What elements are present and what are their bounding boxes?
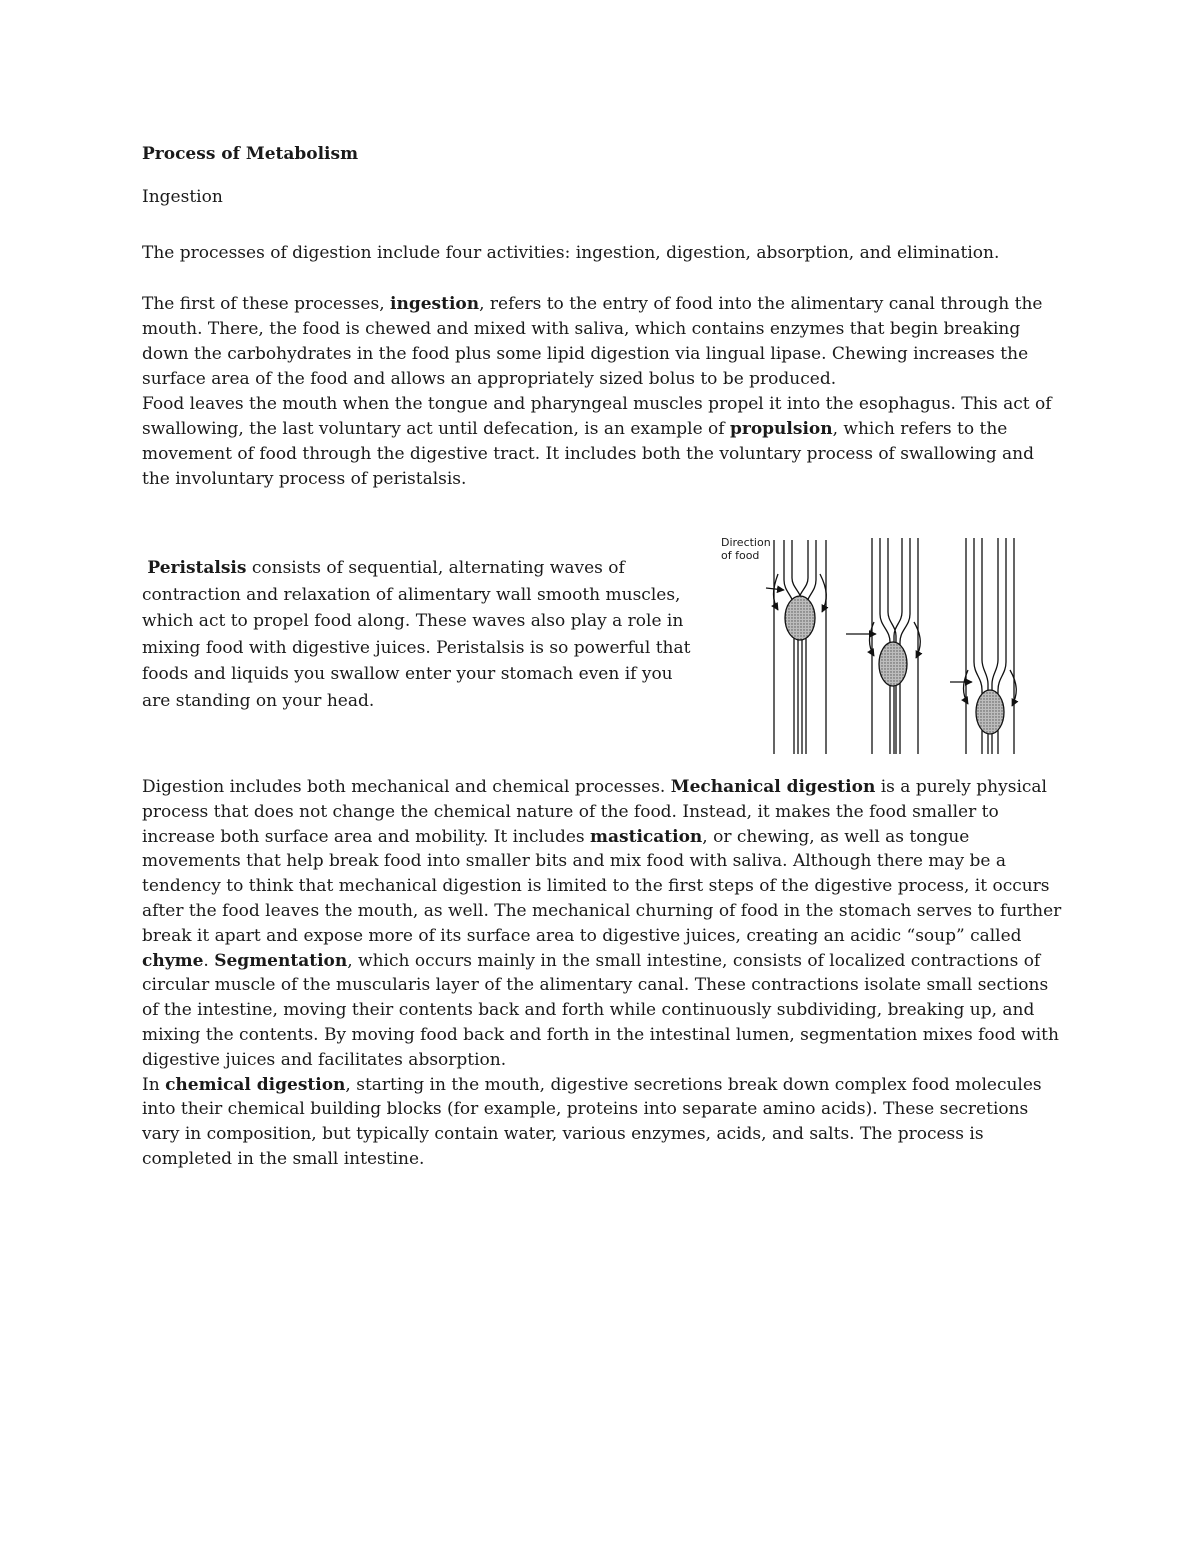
term-peristalsis: Peristalsis	[147, 558, 247, 578]
peristalsis-paragraph: Peristalsis consists of sequential, alternating waves of contraction and relaxation of alimentary wall smooth muscles, which act to propel food along. These waves also play a role in mixing food with digestive juices. Peristalsis is so powerful that foods and liquids you swallow enter your stomach even if you are standing on your head.	[142, 558, 691, 711]
figure-label-of-food: of food	[721, 549, 760, 562]
peristalsis-figure	[716, 530, 1036, 758]
term-mastication: mastication	[590, 826, 703, 847]
food-bolus-icon	[976, 690, 1004, 734]
term-mechanical-digestion: Mechanical digestion	[670, 777, 876, 797]
section-heading: Ingestion	[142, 187, 223, 207]
term-propulsion: propulsion	[729, 419, 833, 439]
term-ingestion: ingestion	[390, 294, 480, 314]
term-chyme: chyme	[142, 950, 204, 971]
food-bolus-icon	[785, 596, 815, 640]
food-bolus-icon	[879, 642, 907, 686]
peristalsis-stage-2	[846, 538, 920, 754]
term-segmentation: Segmentation	[214, 950, 348, 971]
peristalsis-stage-3	[950, 538, 1016, 754]
intro-paragraph: The processes of digestion include four activities: ingestion, digestion, absorption, and elimination.	[142, 243, 1000, 263]
figure-label-direction: Direction	[721, 536, 771, 549]
peristalsis-stage-1	[766, 540, 826, 754]
digestion-paragraph: Digestion includes both mechanical and chemical processes. Mechanical digestion is a purely physical process that does not change the chemical nature of the food. Instead, it makes the food smaller to increase both surface area and mobility. It includes mastication, or chewing, as well as tongue movements that help break food into smaller bits and mix food with saliva. Although there may be a tendency to think that mechanical digestion is limited to the first steps of the digestive process, it occurs after the food leaves the mouth, as well. The mechanical churning of food in the stomach serves to further break it apart and expose more of its surface area to digestive juices, creating an acidic “soup” called chyme. Segmentation, which occurs mainly in the small intestine, consists of localized contractions of circular muscle of the muscularis layer of the alimentary canal. These contractions isolate small sections of the intestine, moving their contents back and forth while continuously subdividing, breaking up, and mixing the contents. By moving food back and forth in the intestinal lumen, segmentation mixes food with digestive juices and facilitates absorption. In chemical digestion, starting in the mouth, digestive secretions break down complex food molecules into their chemical building blocks (for example, proteins into separate amino acids). These secretions vary in composition, but typically contain water, various enzymes, acids, and salts. The process is completed in the small intestine.	[142, 777, 1062, 1169]
term-chemical-digestion: chemical digestion	[165, 1074, 346, 1095]
page-title: Process of Metabolism	[142, 144, 359, 164]
ingestion-paragraph: The first of these processes, ingestion, refers to the entry of food into the alimentary canal through the mouth. There, the food is chewed and mixed with saliva, which contains enzymes that begin breaking down the carbohydrates in the food plus some lipid digestion via lingual lipase. Chewing increases the surface area of the food and allows an appropriately sized bolus to be produced. Food leaves the mouth when the tongue and pharyngeal muscles propel it into the esophagus. This act of swallowing, the last voluntary act until defecation, is an example of propulsion, which refers to the movement of food through the digestive tract. It includes both the voluntary process of swallowing and the involuntary process of peristalsis.	[142, 294, 1052, 489]
